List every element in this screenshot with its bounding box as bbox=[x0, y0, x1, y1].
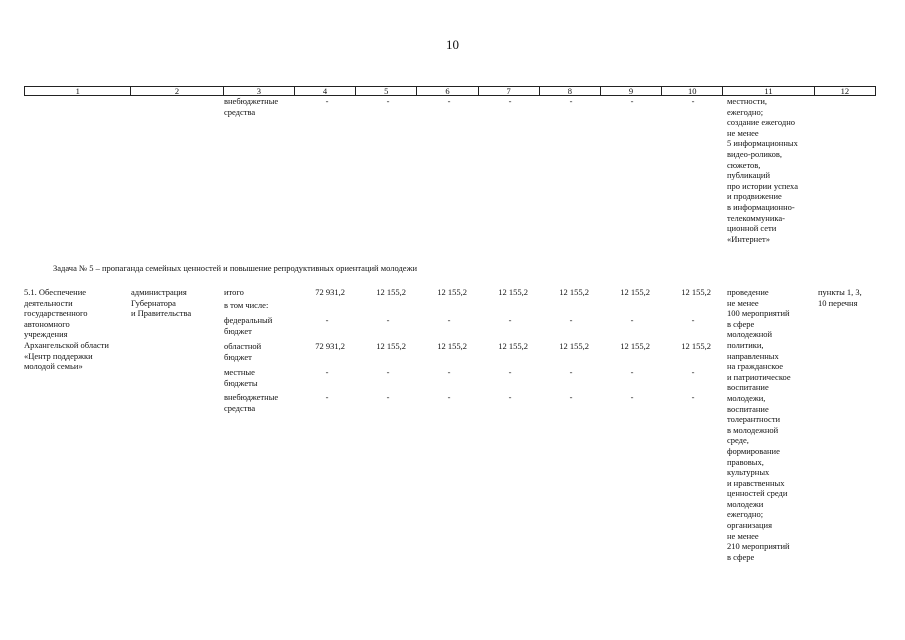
extrabudgetary-value-col8: - bbox=[569, 392, 573, 402]
row-5-1-expected-results: проведение не менее 100 мероприятий в сфере молодежной политики, направленных на гражданское и патриотическое воспитание молодежи, воспитание толерантности в молодежной среде, формирование правовых, культурных и нравственных ценностей среди молодежи ежегодно; организация не менее 210 мероприятий в сфере bbox=[727, 287, 791, 562]
funding-label-federal: федеральный бюджет bbox=[224, 315, 273, 336]
top-value-col7: - bbox=[508, 96, 512, 106]
regional-value-col9: 12 155,2 bbox=[620, 341, 650, 351]
row-5-1-measure: 5.1. Обеспечение деятельности государственного автономного учреждения Архангельской области «Центр поддержки молодой семьи» bbox=[24, 287, 109, 372]
col-header-12: 12 bbox=[814, 87, 875, 96]
top-col11-text: местности, ежегодно; создание ежегодно не менее 5 информационных видео-роликов, сюжетов, публикаций про истории успеха и продвижение в информационно- телекоммуника- ционной сети «Интернет» bbox=[727, 96, 798, 244]
top-value-col10: - bbox=[691, 96, 695, 106]
federal-value-col5: - bbox=[386, 315, 390, 325]
federal-value-col10: - bbox=[691, 315, 695, 325]
regional-value-col8: 12 155,2 bbox=[559, 341, 589, 351]
local-value-col9: - bbox=[630, 367, 634, 377]
local-value-col8: - bbox=[569, 367, 573, 377]
local-value-col5: - bbox=[386, 367, 390, 377]
federal-value-col7: - bbox=[508, 315, 512, 325]
top-value-col6: - bbox=[447, 96, 451, 106]
col-header-2: 2 bbox=[131, 87, 223, 96]
funding-label-including: в том числе: bbox=[224, 300, 269, 310]
total-value-col9: 12 155,2 bbox=[620, 287, 650, 297]
federal-value-col6: - bbox=[447, 315, 451, 325]
regional-value-col10: 12 155,2 bbox=[681, 341, 711, 351]
total-value-col7: 12 155,2 bbox=[498, 287, 528, 297]
col-header-5: 5 bbox=[356, 87, 417, 96]
col-header-10: 10 bbox=[662, 87, 723, 96]
extrabudgetary-value-col4: - bbox=[325, 392, 329, 402]
total-value-col4: 72 931,2 bbox=[315, 287, 345, 297]
funding-label-total: итого bbox=[224, 287, 244, 297]
federal-value-col4: - bbox=[325, 315, 329, 325]
funding-label-regional: областной бюджет bbox=[224, 341, 262, 362]
top-value-col9: - bbox=[630, 96, 634, 106]
col-header-7: 7 bbox=[478, 87, 539, 96]
col-header-9: 9 bbox=[600, 87, 661, 96]
funding-label-local: местные бюджеты bbox=[224, 367, 258, 388]
row-5-1-executor: администрация Губернатора и Правительства bbox=[131, 287, 192, 319]
extrabudgetary-value-col10: - bbox=[691, 392, 695, 402]
column-number-header bbox=[24, 86, 876, 96]
col-header-8: 8 bbox=[539, 87, 600, 96]
top-value-col8: - bbox=[569, 96, 573, 106]
federal-value-col8: - bbox=[569, 315, 573, 325]
col-header-3: 3 bbox=[223, 87, 294, 96]
page-number: 10 bbox=[446, 37, 459, 52]
total-value-col6: 12 155,2 bbox=[437, 287, 467, 297]
regional-value-col4: 72 931,2 bbox=[315, 341, 345, 351]
extrabudgetary-value-col6: - bbox=[447, 392, 451, 402]
funding-label-extrabudgetary: внебюджетные средства bbox=[224, 392, 279, 413]
top-source-label: внебюджетные средства bbox=[224, 96, 279, 117]
extrabudgetary-value-col7: - bbox=[508, 392, 512, 402]
regional-value-col6: 12 155,2 bbox=[437, 341, 467, 351]
extrabudgetary-value-col5: - bbox=[386, 392, 390, 402]
total-value-col5: 12 155,2 bbox=[376, 287, 406, 297]
col-header-1: 1 bbox=[25, 87, 131, 96]
col-header-6: 6 bbox=[417, 87, 478, 96]
local-value-col7: - bbox=[508, 367, 512, 377]
local-value-col6: - bbox=[447, 367, 451, 377]
task-heading: Задача № 5 – пропаганда семейных ценностей и повышение репродуктивных ориентаций молодежи bbox=[53, 263, 418, 273]
total-value-col8: 12 155,2 bbox=[559, 287, 589, 297]
top-value-col5: - bbox=[386, 96, 390, 106]
local-value-col4: - bbox=[325, 367, 329, 377]
row-5-1-references: пункты 1, 3, 10 перечня bbox=[818, 287, 862, 308]
regional-value-col7: 12 155,2 bbox=[498, 341, 528, 351]
col-header-4: 4 bbox=[294, 87, 355, 96]
total-value-col10: 12 155,2 bbox=[681, 287, 711, 297]
local-value-col10: - bbox=[691, 367, 695, 377]
extrabudgetary-value-col9: - bbox=[630, 392, 634, 402]
col-header-11: 11 bbox=[723, 87, 814, 96]
regional-value-col5: 12 155,2 bbox=[376, 341, 406, 351]
federal-value-col9: - bbox=[630, 315, 634, 325]
top-value-col4: - bbox=[325, 96, 329, 106]
